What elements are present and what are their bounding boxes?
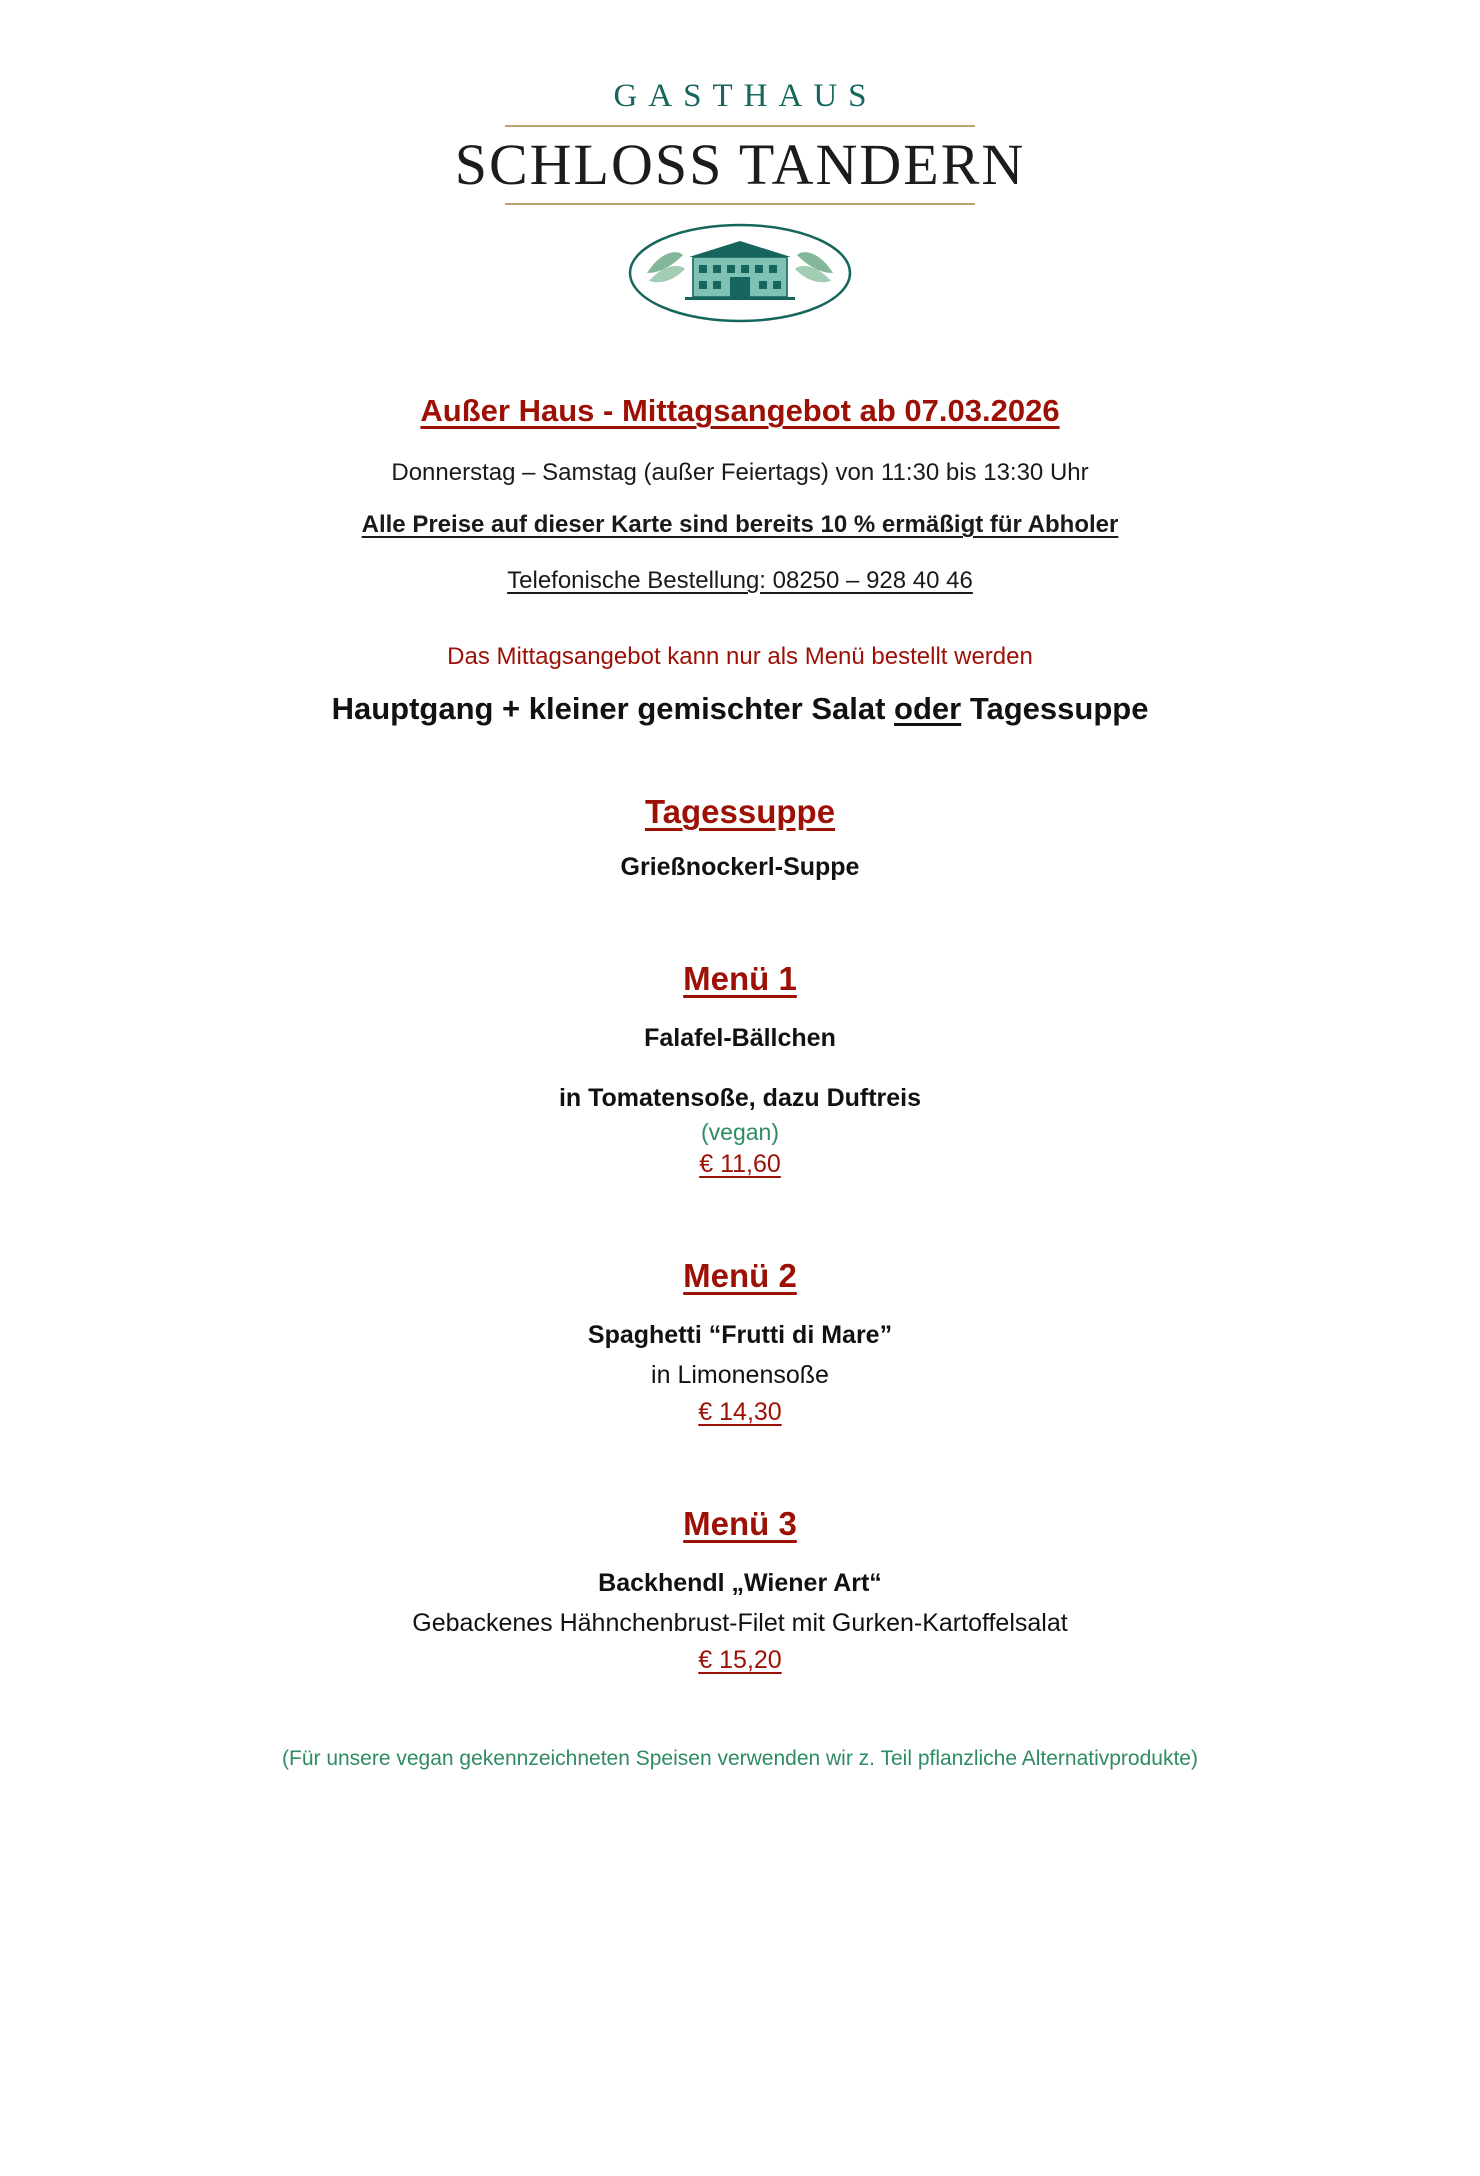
menu-1-price: € 11,60 (699, 1150, 781, 1179)
menu-only-note: Das Mittagsangebot kann nur als Menü bestellt werden (447, 643, 1033, 671)
soup-section (90, 793, 1390, 882)
restaurant-logo (90, 78, 1390, 331)
menu-1-diet-tag: (vegan) (701, 1119, 779, 1146)
menu-3-dish-line-1: Backhendl „Wiener Art“ (598, 1569, 882, 1598)
logo-restaurant-name: SCHLOSS TANDERN (454, 132, 1026, 197)
combo-rule (332, 691, 1149, 727)
menu-3-title: Menü 3 (683, 1505, 797, 1543)
phone-order-note: Telefonische Bestellung: 08250 – 928 40 46 (507, 567, 973, 595)
menu-1-dish-line-2: in Tomatensoße, dazu Duftreis (558, 1083, 922, 1112)
discount-note: Alle Preise auf dieser Karte sind bereits 10 % ermäßigt für Abholer (361, 511, 1119, 539)
menu-3-dish-line-2: Gebackenes Hähnchenbrust-Filet mit Gurken-Kartoffelsalat (412, 1608, 1068, 1637)
vegan-footnote: (Für unsere vegan gekennzeichneten Speisen verwenden wir z. Teil pflanzliche Alternativprodukte) (282, 1747, 1198, 1771)
menu-2-price: € 14,30 (698, 1398, 782, 1427)
combo-rule-prefix: Hauptgang + kleiner gemischter Salat (331, 691, 895, 727)
menu-2-dish-line-1: Spaghetti “Frutti di Mare” (587, 1321, 893, 1350)
logo-divider-bottom (505, 203, 975, 205)
menu-3-section (90, 1505, 1390, 1675)
opening-hours: Donnerstag – Samstag (außer Feiertags) von 11:30 bis 13:30 Uhr (391, 459, 1089, 487)
logo-divider-top (505, 125, 975, 127)
manor-house-crest-icon (625, 221, 855, 331)
menu-1-section (90, 960, 1390, 1179)
page-title: Außer Haus - Mittagsangebot ab 07.03.2026 (420, 393, 1060, 429)
menu-2-title: Menü 2 (683, 1257, 797, 1295)
logo-eyebrow: GASTHAUS (613, 78, 878, 114)
combo-rule-emphasis: oder (894, 691, 962, 727)
soup-section-title: Tagessuppe (644, 793, 836, 831)
combo-rule-suffix: Tagessuppe (961, 691, 1149, 727)
menu-2-section (90, 1257, 1390, 1427)
menu-2-dish-line-2: in Limonensoße (651, 1360, 829, 1389)
soup-item-name: Grießnockerl-Suppe (620, 853, 860, 882)
menu-1-dish-line-1: Falafel-Bällchen (644, 1024, 836, 1053)
menu-3-price: € 15,20 (698, 1646, 782, 1675)
menu-1-title: Menü 1 (683, 960, 797, 998)
